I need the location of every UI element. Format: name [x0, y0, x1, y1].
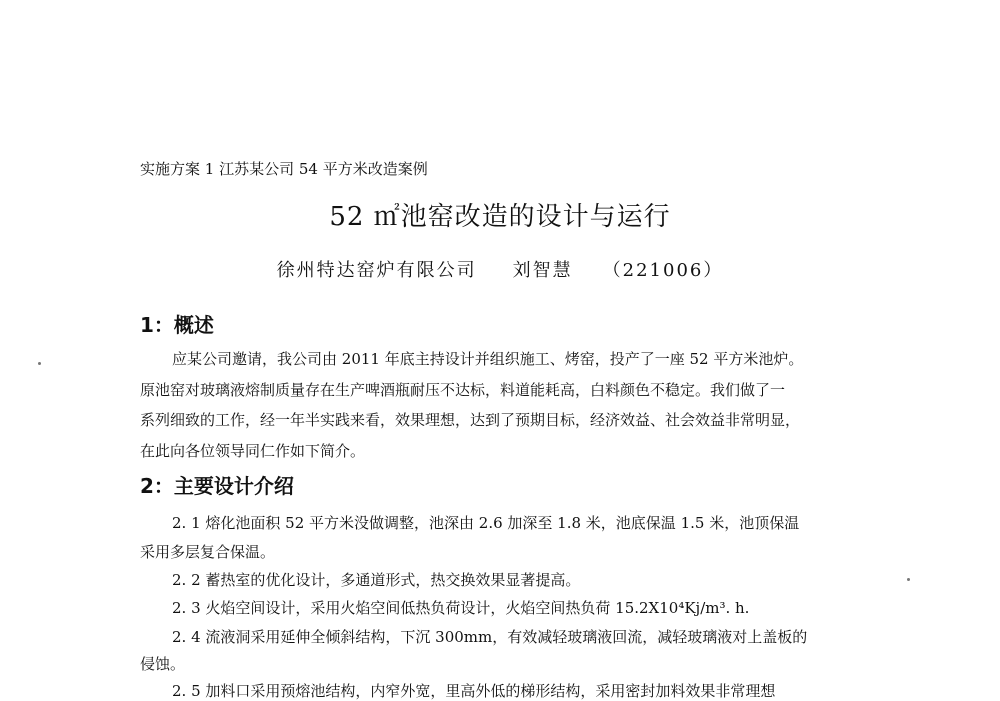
scan-speck [907, 578, 910, 581]
paragraph-line: 在此向各位领导同仁作如下简介。 [140, 441, 366, 460]
section-heading-overview: 1：概述 [140, 313, 214, 337]
postcode: （221006） [602, 260, 724, 281]
section-heading-design: 2：主要设计介绍 [140, 474, 294, 498]
document-title: 52 ㎡池窑改造的设计与运行 [329, 202, 671, 232]
paragraph-line: 原池窑对玻璃液熔制质量存在生产啤酒瓶耐压不达标，料道能耗高，白料颜色不稳定。我们做了一 [140, 380, 786, 399]
company-name: 徐州特达窑炉有限公司 [276, 260, 477, 281]
byline [0, 256, 1000, 282]
case-label: 实施方案 1 江苏某公司 54 平方米改造案例 [140, 160, 428, 178]
overview-paragraph [140, 344, 900, 466]
scan-speck [38, 362, 41, 365]
design-item-line: 2. 1 熔化池面积 52 平方米没做调整，池深由 2.6 加深至 1.8 米，池底保温 1.5 米，池顶保温 [172, 514, 800, 532]
design-item-line: 2. 4 流液洞采用延伸全倾斜结构，下沉 300mm，有效减轻玻璃液回流，减轻玻璃液对上盖板的 [172, 628, 808, 646]
design-item-line: 侵蚀。 [140, 655, 186, 673]
design-item-line: 2. 3 火焰空间设计，采用火焰空间低热负荷设计，火焰空间热负荷 15.2X10⁴Kj/m³. h. [172, 599, 750, 617]
paragraph-line: 应某公司邀请，我公司由 2011 年底主持设计并组织施工、烤窑，投产了一座 52 平方米池炉。 [172, 350, 804, 368]
design-item-line: 2. 5 加料口采用预熔池结构，内窄外宽，里高外低的梯形结构，采用密封加料效果非常理想 [172, 682, 776, 700]
design-item-line: 采用多层复合保温。 [140, 543, 276, 561]
author-name: 刘智慧 [512, 260, 573, 281]
paragraph-line: 系列细致的工作，经一年半实践来看，效果理想，达到了预期目标，经济效益、社会效益非常明显， [140, 411, 801, 429]
design-item-line: 2. 2 蓄热室的优化设计，多通道形式，热交换效果显著提高。 [172, 571, 581, 589]
